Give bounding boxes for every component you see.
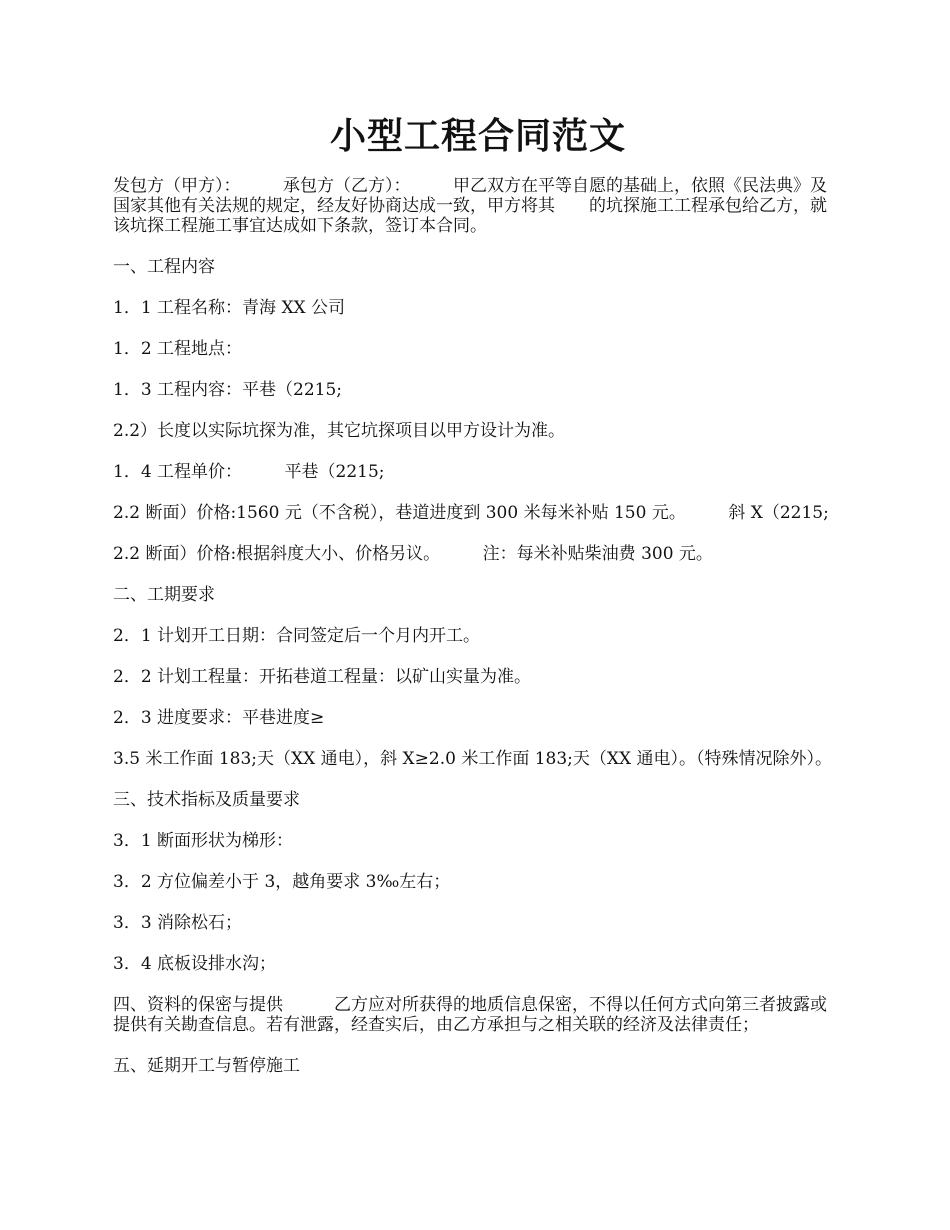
clause-paragraph: 2.2）长度以实际坑探为准，其它坑探项目以甲方设计为准。: [113, 421, 566, 441]
clause-paragraph: 1．4 工程单价： 平巷（2215;: [113, 462, 385, 482]
clause-paragraph: 2.2 断面）价格:根据斜度大小、价格另议。 注：每米补贴柴油费 300 元。: [113, 544, 713, 564]
intro-paragraph: 发包方（甲方）： 承包方（乙方）： 甲乙双方在平等自愿的基础上，依照《民法典》及国家其他有关法规的规定，经友好协商达成一致，甲方将其 的坑探施工工程承包给乙方，就该坑探工程施工事宜达成如下条款，签订本合同。: [113, 176, 827, 236]
clause-paragraph: 3.5 米工作面 183;天（XX 通电），斜 X≥2.0 米工作面 183;天（XX 通电）。（特殊情况除外）。: [113, 749, 833, 769]
document-title: 小型工程合同范文: [329, 115, 626, 157]
clause-paragraph: 1．1 工程名称：青海 XX 公司: [113, 298, 346, 318]
section-paragraph: 四、资料的保密与提供 乙方应对所获得的地质信息保密，不得以任何方式向第三者披露或提供有关勘查信息。若有泄露，经查实后，由乙方承担与之相关联的经济及法律责任；: [113, 995, 827, 1035]
clause-paragraph: 3．2 方位偏差小于 3，越角要求 3‰左右；: [113, 872, 451, 892]
section-heading: 二、工期要求: [113, 585, 215, 605]
clause-paragraph: 1．3 工程内容：平巷（2215;: [113, 380, 343, 400]
clause-paragraph: 3．4 底板设排水沟；: [113, 954, 277, 974]
section-heading: 五、延期开工与暂停施工: [113, 1056, 300, 1076]
clause-paragraph: 2．1 计划开工日期：合同签定后一个月内开工。: [113, 626, 481, 646]
document-page: [113, 112, 843, 1097]
clause-paragraph: 3．3 消除松石；: [113, 913, 243, 933]
section-heading: 三、技术指标及质量要求: [113, 790, 300, 810]
clause-paragraph: 1．2 工程地点：: [113, 339, 243, 359]
clause-paragraph: 3．1 断面形状为梯形：: [113, 831, 294, 851]
section-heading: 一、工程内容: [113, 257, 215, 277]
clause-paragraph: 2．3 进度要求：平巷进度≥: [113, 708, 325, 728]
clause-paragraph: 2.2 断面）价格:1560 元（不含税），巷道进度到 300 米每米补贴 150 元。 斜 X（2215;: [113, 503, 829, 523]
clause-paragraph: 2．2 计划工程量：开拓巷道工程量：以矿山实量为准。: [113, 667, 532, 687]
